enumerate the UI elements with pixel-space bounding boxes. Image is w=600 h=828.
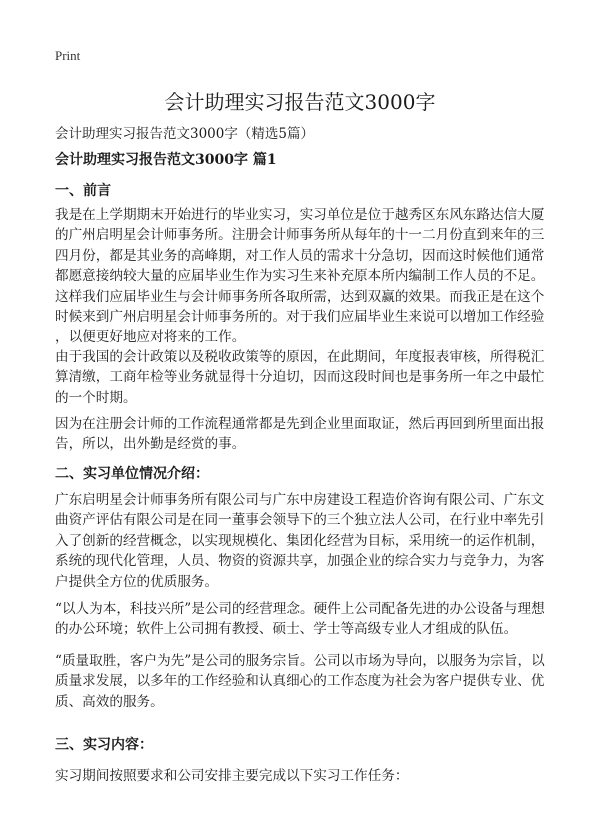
paragraph xyxy=(55,599,555,640)
paragraph-line: 质、高效的服务。 xyxy=(55,693,164,710)
paragraph-line: 我是在上学期期末开始进行的毕业实习，实习单位是位于越秀区东风东路达信大厦 xyxy=(55,207,545,223)
paragraph-line: ，以便更好地应对将来的工作。 xyxy=(55,329,246,346)
paragraph xyxy=(55,766,555,786)
paragraph-line: 因为在注册会计师的工作流程通常都是先到企业里面取证，然后再回到所里面出报 xyxy=(55,416,545,432)
paragraph xyxy=(55,205,555,348)
paragraph-line: 这样我们应届毕业生与会计师事务所各取所需，达到双赢的效果。而我正是在这个 xyxy=(55,288,545,305)
subtitle: 会计助理实习报告范文3000字（精选5篇） xyxy=(55,126,314,142)
paragraph-line: 的办公环境；软件上公司拥有教授、硕士、学士等高级专业人才组成的队伍。 xyxy=(55,621,518,638)
print-link[interactable]: Print xyxy=(55,48,81,63)
paragraph-line: 时候来到广州启明星会计师事务所的。对于我们应届毕业生来说可以增加工作经验 xyxy=(55,309,545,326)
page-title: 会计助理实习报告范文3000字 xyxy=(164,90,436,114)
paragraph xyxy=(55,347,555,408)
section-heading: 一、前言 xyxy=(55,183,111,199)
paragraph-line: 广东启明星会计师事务所有限公司与广东中房建设工程造价咨询有限公司、广东文 xyxy=(55,492,545,508)
paragraph-line: 户提供全方位的优质服务。 xyxy=(55,573,219,590)
paragraph-line: 算清缴，工商年检等业务就显得十分迫切，因而这段时间也是事务所一年之中最忙 xyxy=(55,369,545,386)
paragraph-line: “质量取胜，客户为先”是公司的服务宗旨。公司以市场为导向，以服务为宗旨，以 xyxy=(55,653,545,669)
paragraph-line: 的广州启明星会计师事务所。注册会计师事务所从每年的十一二月份直到来年的三 xyxy=(55,227,545,244)
paragraph-line: 质量求发展，以多年的工作经验和认真细心的工作态度为社会为客户提供专业、优 xyxy=(55,673,545,690)
paragraph xyxy=(55,651,555,712)
paragraph-line: 实习期间按照要求和公司安排主要完成以下实习工作任务： xyxy=(55,768,409,784)
paragraph-line: 都愿意接纳较大量的应届毕业生作为实习生来补充原本所内编制工作人员的不足。 xyxy=(55,268,545,285)
paragraph-line: 四月份，都是其业务的高峰期，对工作人员的需求十分急切，因而这时候他们通常 xyxy=(55,247,545,264)
paragraph-line: 入了创新的经营概念，以实现规模化、集团化经营为目标，采用统一的运作机制， xyxy=(55,532,545,549)
paragraph-line: 由于我国的会计政策以及税收政策等的原因，在此期间，年度报表审核，所得税汇 xyxy=(55,349,545,365)
paragraph-line: 系统的现代化管理，人员、物资的资源共享，加强企业的综合实力与竞争力，为客 xyxy=(55,553,545,570)
paragraph-line: 的一个时期。 xyxy=(55,389,137,406)
section-heading: 三、实习内容： xyxy=(55,737,153,753)
paragraph xyxy=(55,414,555,455)
paragraph-line: 曲资产评估有限公司是在同一董事会领导下的三个独立法人公司，在行业中率先引 xyxy=(55,512,545,529)
article-heading: 会计助理实习报告范文3000字 篇1 xyxy=(55,152,277,168)
paragraph-line: 告，所以，出外勤是经赏的事。 xyxy=(55,436,246,453)
paragraph xyxy=(55,490,555,592)
paragraph-line: “以人为本，科技兴所”是公司的经营理念。硬件上公司配备先进的办公设备与理想 xyxy=(55,601,545,617)
section-heading: 二、实习单位情况介绍： xyxy=(55,466,209,482)
